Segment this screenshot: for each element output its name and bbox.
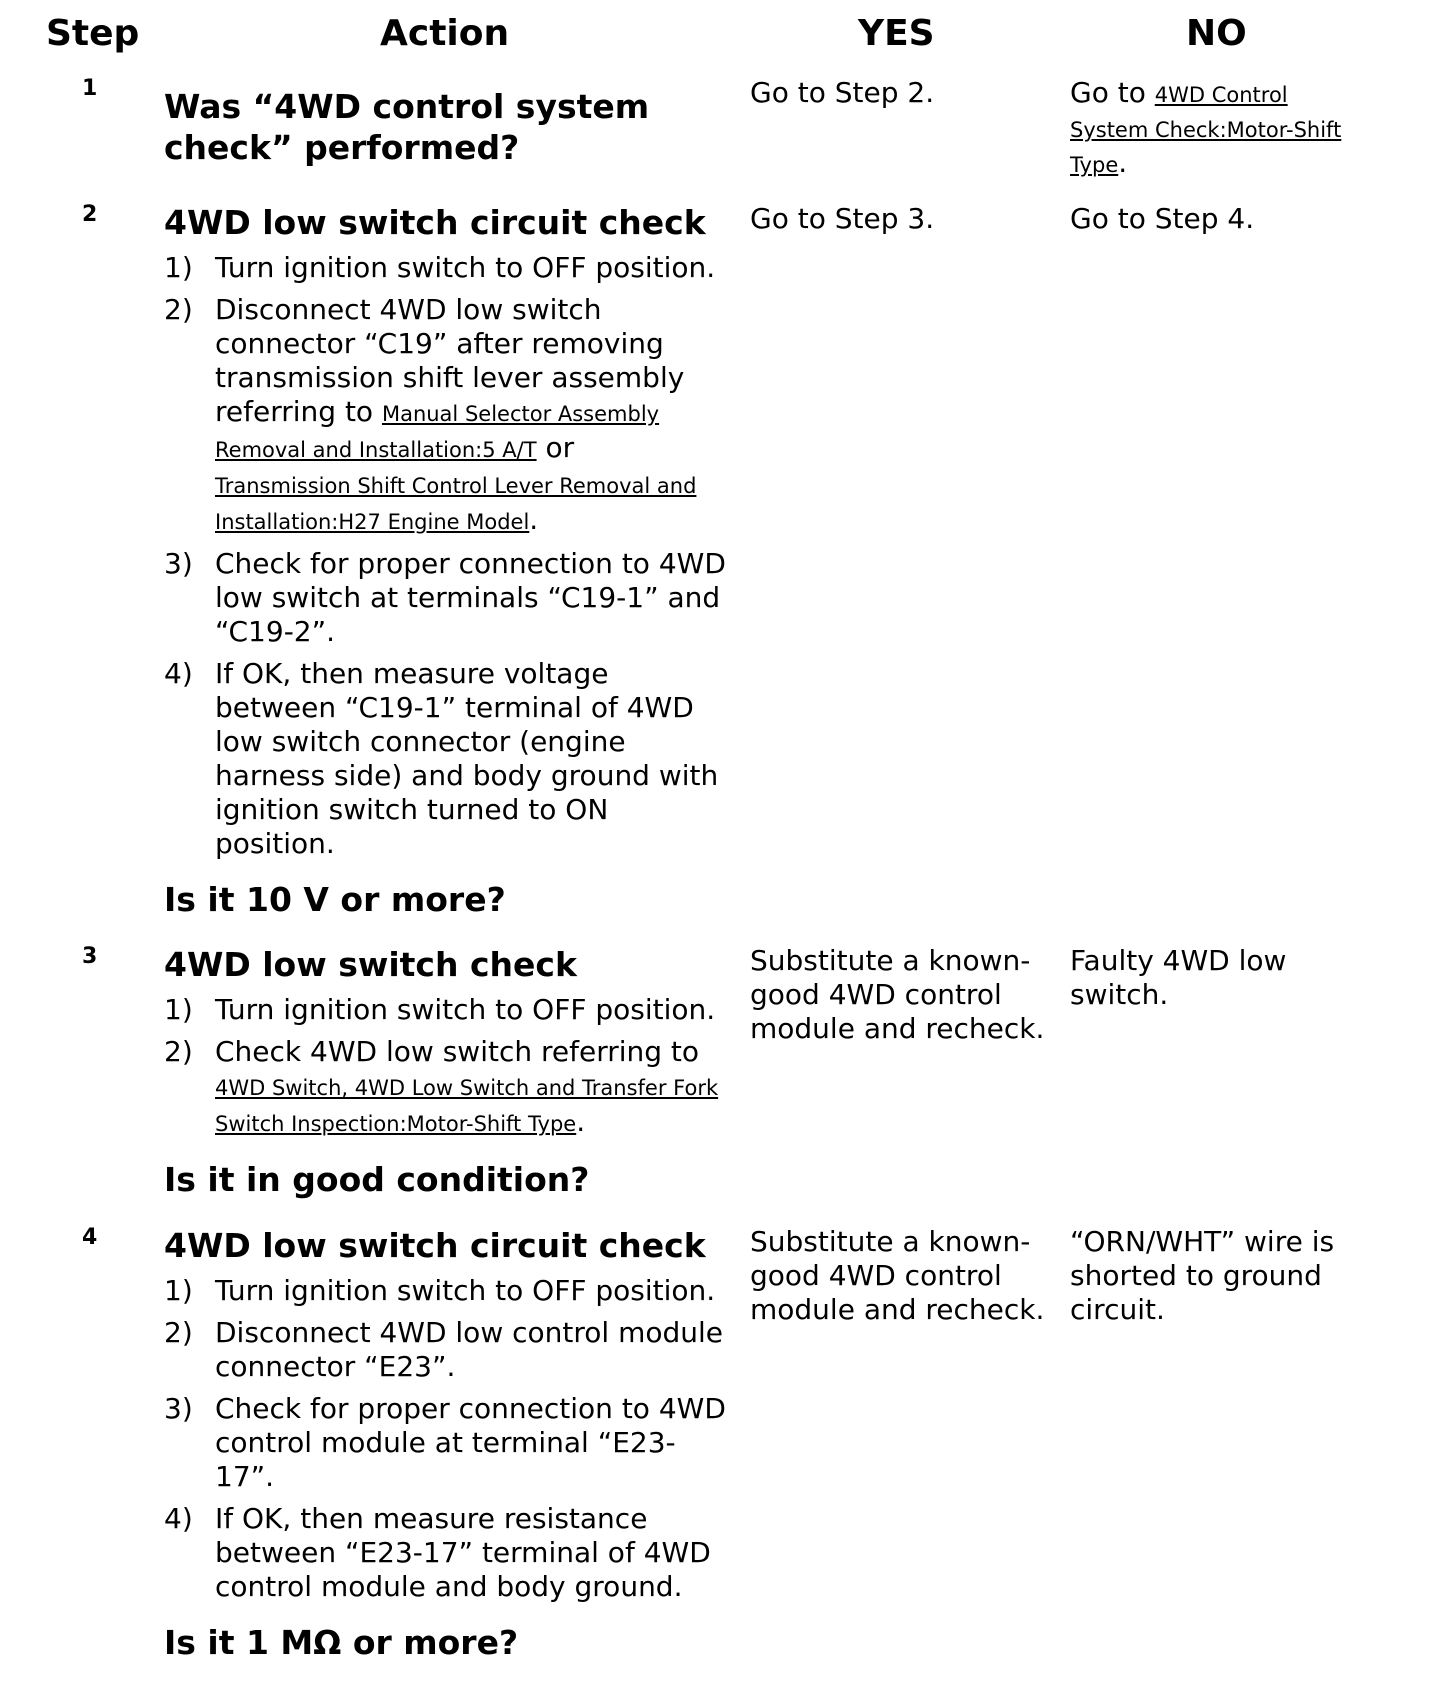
- link-manual-selector-assembly[interactable]: Manual Selector Assembly Removal and Installation:5 A/T: [215, 402, 660, 462]
- action-cell: [164, 1225, 734, 1663]
- item-text: If OK, then measure resistance between “E23-17” terminal of 4WD control module and body ground.: [215, 1502, 711, 1603]
- header-action: Action: [380, 13, 510, 54]
- no-prefix: Go to: [1070, 76, 1155, 109]
- item-text: Turn ignition switch to OFF position.: [215, 1274, 716, 1307]
- link-4wd-switch-inspection[interactable]: 4WD Switch, 4WD Low Switch and Transfer Fork Switch Inspection:Motor-Shift Type: [215, 1076, 719, 1136]
- procedure-list: [164, 993, 734, 1141]
- procedure-item: [164, 657, 734, 861]
- item-number: 3): [164, 1392, 193, 1425]
- header-yes: YES: [858, 13, 935, 54]
- item-text-end: .: [529, 503, 539, 536]
- procedure-item: [164, 1035, 734, 1141]
- item-number: 1): [164, 251, 193, 284]
- item-text: Disconnect 4WD low control module connector “E23”.: [215, 1316, 724, 1383]
- item-number: 4): [164, 1502, 193, 1535]
- header-step: Step: [46, 13, 140, 54]
- procedure-item: [164, 1392, 734, 1494]
- yes-cell: Go to Step 2.: [750, 76, 935, 109]
- procedure-item: [164, 993, 734, 1027]
- no-cell: [1070, 76, 1370, 181]
- step-question: Is it in good condition?: [164, 1160, 590, 1199]
- item-text: Turn ignition switch to OFF position.: [215, 993, 716, 1026]
- procedure-list: [164, 251, 734, 861]
- item-number: 4): [164, 657, 193, 690]
- item-text-end: .: [576, 1105, 586, 1138]
- step-title: 4WD low switch circuit check: [164, 1226, 706, 1265]
- step-title: 4WD low switch circuit check: [164, 203, 706, 242]
- header-no: NO: [1186, 13, 1247, 54]
- step-question: Is it 10 V or more?: [164, 880, 506, 919]
- no-suffix: .: [1118, 146, 1128, 179]
- procedure-list: [164, 1274, 734, 1604]
- item-text: Check for proper connection to 4WD low switch at terminals “C19-1” and “C19-2”.: [215, 547, 726, 648]
- item-number: 2): [164, 293, 193, 326]
- procedure-item: [164, 547, 734, 649]
- no-cell: Go to Step 4.: [1070, 202, 1255, 235]
- step-number: 3: [82, 944, 98, 969]
- step-question: Is it 1 MΩ or more?: [164, 1623, 519, 1662]
- item-number: 2): [164, 1316, 193, 1349]
- link-transmission-shift-control-lever[interactable]: Transmission Shift Control Lever Removal and Installation:H27 Engine Model: [215, 474, 697, 534]
- yes-cell: Substitute a known-good 4WD control module and recheck.: [750, 1225, 1045, 1326]
- item-text: If OK, then measure voltage between “C19-1” terminal of 4WD low switch connector (engine harness side) and body ground with ignition switch turned to ON position.: [215, 657, 719, 860]
- step-number: 2: [82, 202, 98, 227]
- step-title: 4WD low switch check: [164, 945, 577, 984]
- step-question: Was “4WD control system check” performed?: [164, 87, 650, 167]
- procedure-item: [164, 1274, 734, 1308]
- procedure-item: [164, 293, 734, 539]
- step-number: 1: [82, 76, 98, 101]
- yes-cell: Substitute a known-good 4WD control module and recheck.: [750, 944, 1045, 1045]
- action-cell: [164, 202, 734, 920]
- step-number: 4: [82, 1225, 98, 1250]
- item-number: 1): [164, 993, 193, 1026]
- item-number: 3): [164, 547, 193, 580]
- action-cell: [164, 944, 734, 1200]
- procedure-item: [164, 251, 734, 285]
- item-text: Check 4WD low switch referring to: [215, 1035, 700, 1068]
- item-number: 1): [164, 1274, 193, 1307]
- link-4wd-control-system-check[interactable]: 4WD Control System Check:Motor-Shift Type: [1070, 83, 1342, 177]
- procedure-item: [164, 1502, 734, 1604]
- yes-cell: Go to Step 3.: [750, 202, 935, 235]
- item-text: Disconnect 4WD low switch connector “C19” after removing transmission shift lever assembly referring to: [215, 293, 685, 428]
- no-cell: “ORN/WHT” wire is shorted to ground circuit.: [1070, 1225, 1335, 1326]
- item-text: Turn ignition switch to OFF position.: [215, 251, 716, 284]
- item-number: 2): [164, 1035, 193, 1068]
- no-cell: Faulty 4WD low switch.: [1070, 944, 1287, 1011]
- action-cell: [164, 86, 734, 168]
- procedure-item: [164, 1316, 734, 1384]
- item-text-or: or: [536, 431, 575, 464]
- item-text: Check for proper connection to 4WD control module at terminal “E23-17”.: [215, 1392, 726, 1493]
